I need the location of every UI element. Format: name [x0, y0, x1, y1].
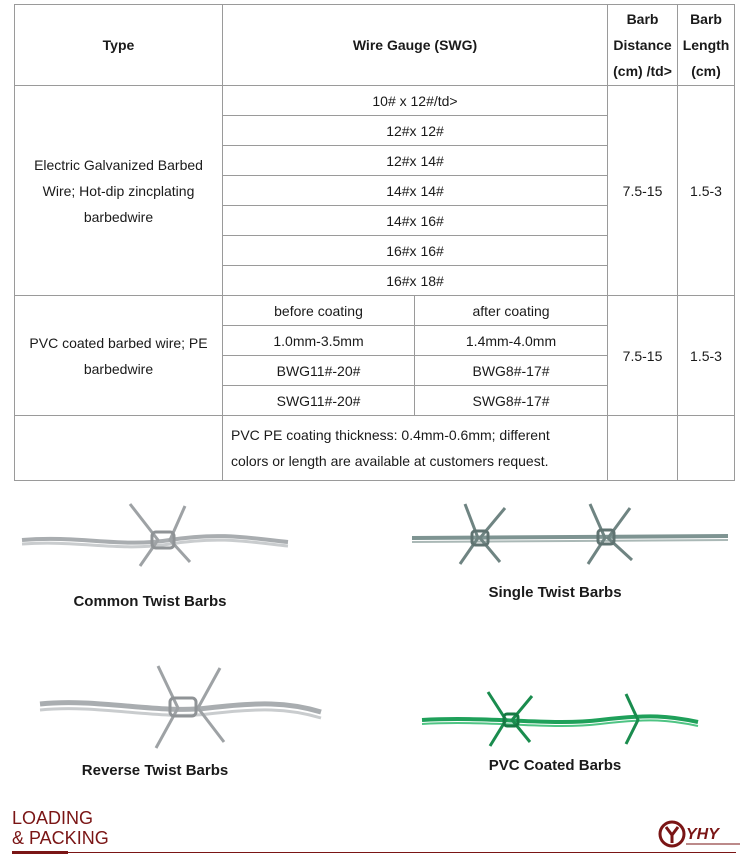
- common-twist-barbs-caption: Common Twist Barbs: [73, 593, 227, 610]
- note-empty-cell: [15, 416, 223, 481]
- loading-packing-title: LOADING & PACKING: [12, 808, 109, 848]
- before-coating-value: SWG11#-20#: [223, 386, 415, 416]
- note-empty-cell: [678, 416, 735, 481]
- gauge-cell: 12#x 12#: [223, 116, 608, 146]
- gauge-cell: 10# x 12#/td>: [223, 86, 608, 116]
- gauge-cell: 16#x 16#: [223, 236, 608, 266]
- single-twist-barbs-caption: Single Twist Barbs: [488, 584, 622, 601]
- spec-table: [14, 4, 735, 481]
- yhy-logo: [658, 817, 742, 851]
- pvc-coated-barb-image: [420, 690, 700, 750]
- common-twist-barb-image: [20, 500, 290, 570]
- type-galvanized: Electric Galvanized Barbed Wire; Hot-dip zincplating barbedwire: [15, 86, 223, 296]
- before-coating-header: before coating: [223, 296, 415, 326]
- after-coating-value: 1.4mm-4.0mm: [415, 326, 608, 356]
- gauge-cell: 12#x 14#: [223, 146, 608, 176]
- after-coating-header: after coating: [415, 296, 608, 326]
- gauge-cell: 14#x 14#: [223, 176, 608, 206]
- barb-length-pvc: 1.5-3: [678, 296, 735, 416]
- before-coating-value: BWG11#-20#: [223, 356, 415, 386]
- header-wire-gauge: Wire Gauge (SWG): [223, 5, 608, 86]
- after-coating-value: BWG8#-17#: [415, 356, 608, 386]
- header-barb-distance: Barb Distance (cm) /td>: [608, 5, 678, 86]
- reverse-twist-barbs-caption: Reverse Twist Barbs: [81, 762, 229, 779]
- section-divider: [68, 852, 736, 853]
- after-coating-value: SWG8#-17#: [415, 386, 608, 416]
- header-type: Type: [15, 5, 223, 86]
- barb-length-galvanized: 1.5-3: [678, 86, 735, 296]
- section-accent-bar: [12, 851, 68, 854]
- reverse-twist-barb-image: [38, 662, 323, 752]
- pvc-coated-barbs-caption: PVC Coated Barbs: [488, 757, 622, 774]
- svg-text:YHY: YHY: [686, 826, 719, 843]
- coating-note: PVC PE coating thickness: 0.4mm-0.6mm; different colors or length are available at customers request.: [223, 416, 608, 481]
- gauge-cell: 14#x 16#: [223, 206, 608, 236]
- barb-distance-pvc: 7.5-15: [608, 296, 678, 416]
- barb-distance-galvanized: 7.5-15: [608, 86, 678, 296]
- header-barb-length: Barb Length (cm): [678, 5, 735, 86]
- before-coating-value: 1.0mm-3.5mm: [223, 326, 415, 356]
- gauge-cell: 16#x 18#: [223, 266, 608, 296]
- type-pvc: PVC coated barbed wire; PE barbedwire: [15, 296, 223, 416]
- note-empty-cell: [608, 416, 678, 481]
- single-twist-barb-image: [410, 500, 730, 570]
